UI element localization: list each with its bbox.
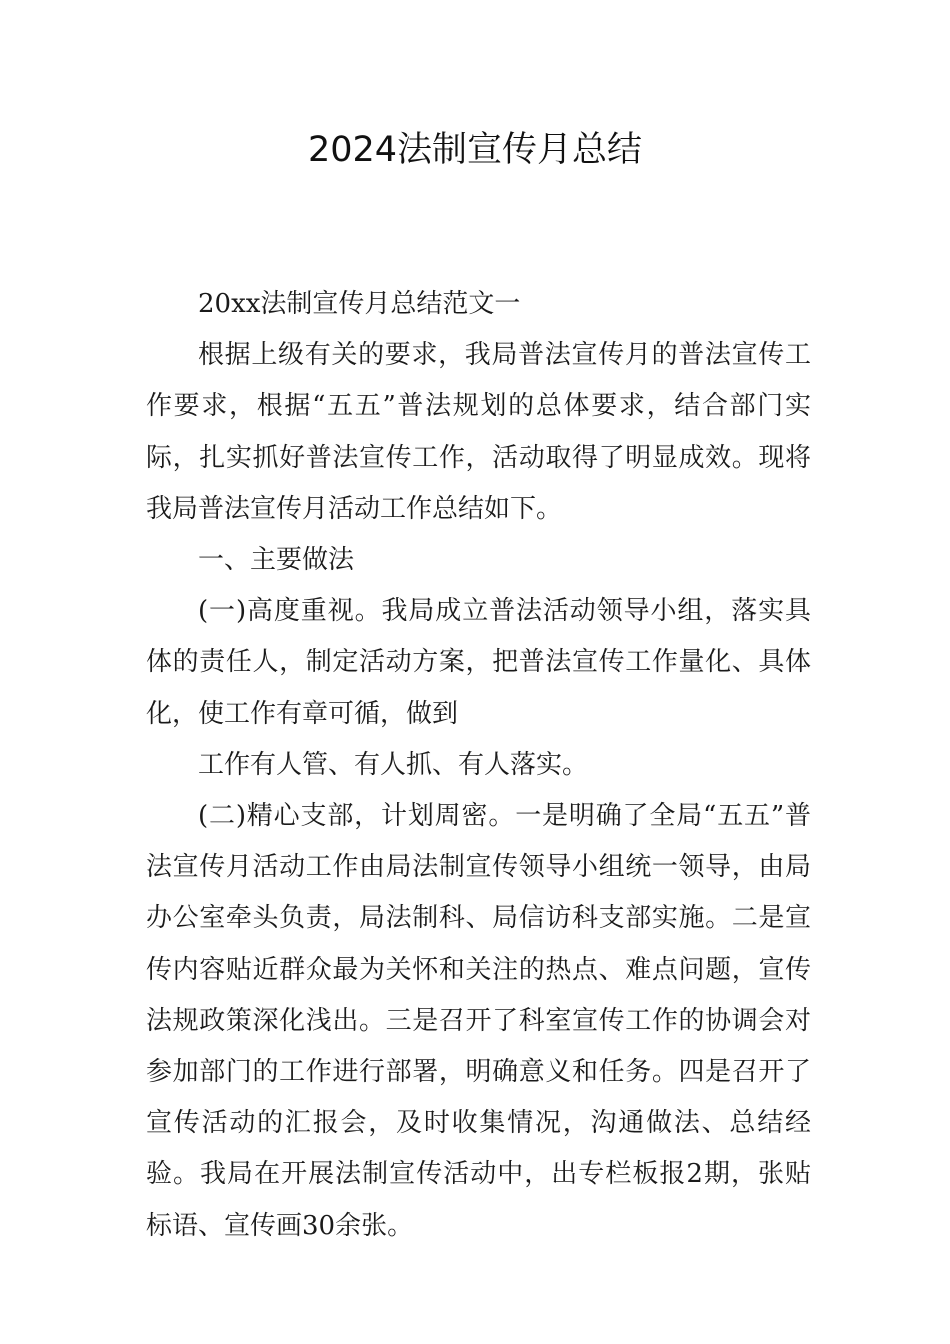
document-title: 2024法制宣传月总结: [307, 130, 643, 170]
section-heading-main-practices: 一、主要做法: [198, 545, 355, 576]
paragraph-high-attention: (一)高度重视。我局成立普法活动领导小组，落实具体的责任人，制定活动方案，把普法宣传工作量化、具体化，使工作有章可循，做到: [146, 596, 811, 729]
paragraph-careful-planning: (二)精心支部，计划周密。一是明确了全局“五五”普法宣传月活动工作由局法制宣传领导小组统一领导，由局办公室牵头负责，局法制科、局信访科支部实施。二是宣传内容贴近群众最为关怀和关注的热点、难点问题，宣传法规政策深化浅出。三是召开了科室宣传工作的协调会对参加部门的工作进行部署，明确意义和任务。四是召开了宣传活动的汇报会，及时收集情况，沟通做法、总结经验。我局在开展法制宣传活动中，出专栏板报2期，张贴标语、宣传画30余张。: [146, 801, 811, 1241]
section-heading-sample: 20xx法制宣传月总结范文一: [198, 289, 521, 319]
paragraph-responsibility: 工作有人管、有人抓、有人落实。: [198, 749, 589, 780]
intro-paragraph: 根据上级有关的要求，我局普法宣传月的普法宣传工作要求，根据“五五”普法规划的总体要求，结合部门实际，扎实抓好普法宣传工作，活动取得了明显成效。现将我局普法宣传月活动工作总结如下。: [146, 340, 811, 524]
document-body: [146, 279, 811, 1252]
